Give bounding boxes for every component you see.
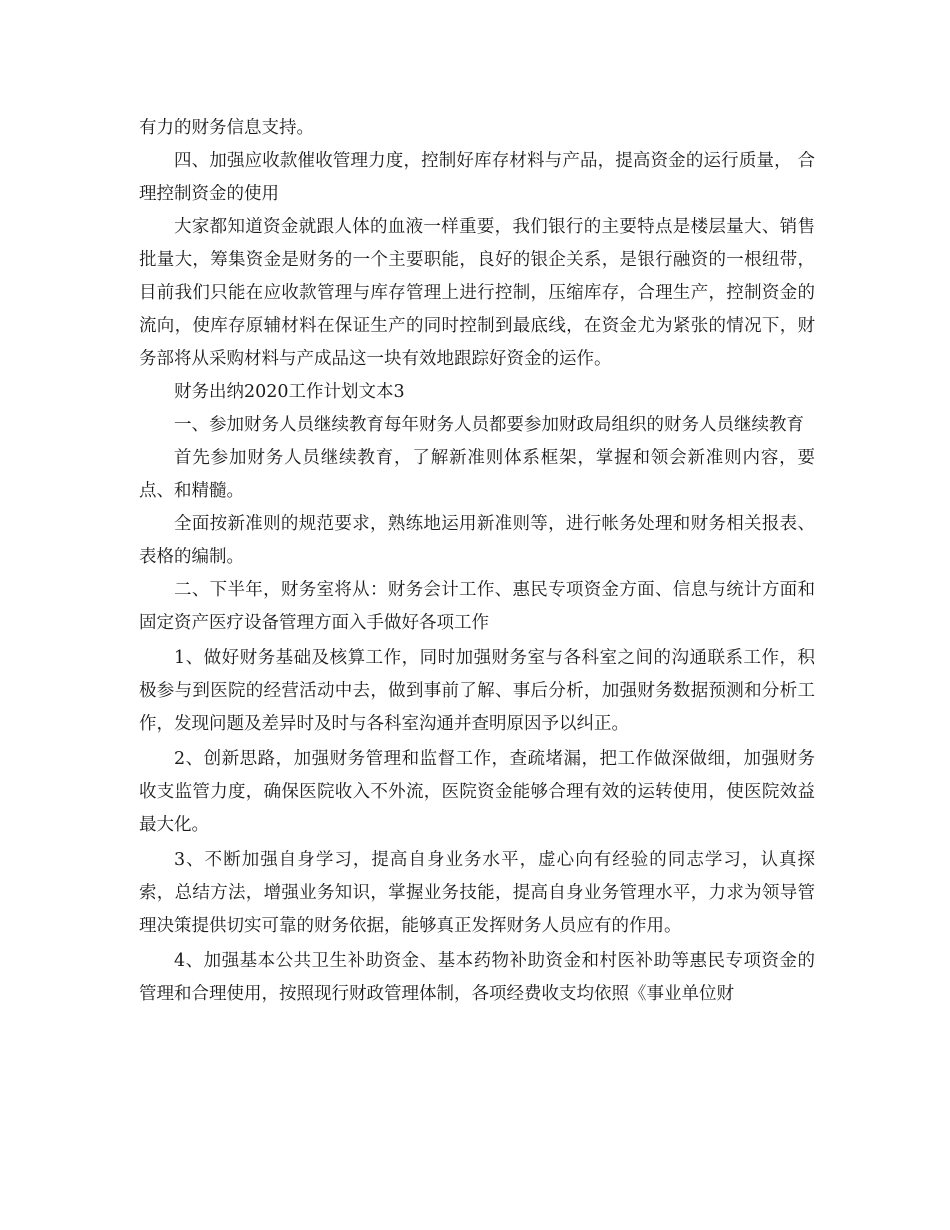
paragraph-6: 首先参加财务人员继续教育，了解新准则体系框架，掌握和领会新准则内容，要点、和精髓。 xyxy=(139,448,815,501)
paragraph-2: 四、加强应收款催收管理力度，控制好库存材料与产品，提高资金的运行质量， 合理控制资金的使用 xyxy=(139,151,815,204)
paragraph-7: 全面按新准则的规范要求，熟练地运用新准则等，进行帐务处理和财务相关报表、表格的编制。 xyxy=(139,514,815,567)
paragraph-9: 1、做好财务基础及核算工作，同时加强财务室与各科室之间的沟通联系工作，积极参与到医院的经营活动中去，做到事前了解、事后分析，加强财务数据预测和分析工作，发现问题及差异时及时与各科室沟通并查明原因予以纠正。 xyxy=(139,648,815,734)
paragraph-4-heading: 财务出纳2020工作计划文本3 xyxy=(174,382,405,402)
paragraph-12: 4、加强基本公共卫生补助资金、基本药物补助资金和村医补助等惠民专项资金的管理和合理使用，按照现行财政管理体制，各项经费收支均依照《事业单位财 xyxy=(139,951,815,1004)
paragraph-8: 二、下半年，财务室将从：财务会计工作、惠民专项资金方面、信息与统计方面和固定资产医疗设备管理方面入手做好各项工作 xyxy=(139,580,815,633)
document-body xyxy=(139,112,815,1011)
paragraph-10: 2、创新思路，加强财务管理和监督工作，查疏堵漏，把工作做深做细，加强财务收支监管力度，确保医院收入不外流，医院资金能够合理有效的运转使用，使医院效益最大化。 xyxy=(139,749,815,835)
paragraph-5: 一、参加财务人员继续教育每年财务人员都要参加财政局组织的财务人员继续教育 xyxy=(174,415,804,435)
paragraph-11: 3、不断加强自身学习，提高自身业务水平，虚心向有经验的同志学习，认真探索，总结方法，增强业务知识，掌握业务技能，提高自身业务管理水平，力求为领导管理决策提供切实可靠的财务依据，能够真正发挥财务人员应有的作用。 xyxy=(139,850,815,936)
paragraph-1: 有力的财务信息支持。 xyxy=(139,118,314,138)
paragraph-3: 大家都知道资金就跟人体的血液一样重要，我们银行的主要特点是楼层量大、销售批量大，筹集资金是财务的一个主要职能，良好的银企关系，是银行融资的一根纽带，目前我们只能在应收款管理与库存管理上进行控制，压缩库存，合理生产，控制资金的流向，使库存原辅材料在保证生产的同时控制到最底线，在资金尤为紧张的情况下，财务部将从采购材料与产成品这一块有效地跟踪好资金的运作。 xyxy=(139,217,815,369)
